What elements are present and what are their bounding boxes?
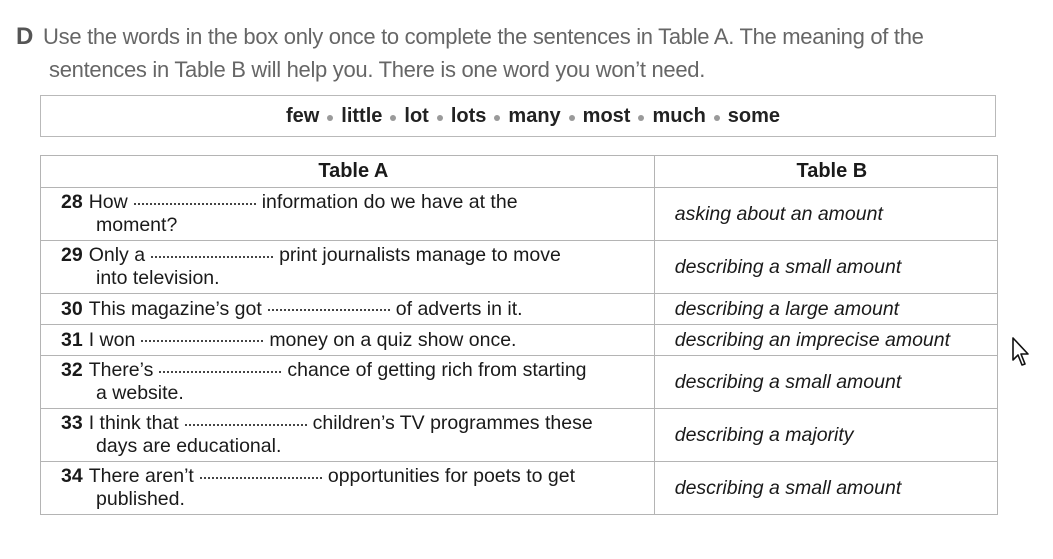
sentence-end: of adverts in it. xyxy=(395,297,523,320)
sentence-end: chance of getting rich from starting xyxy=(287,359,587,381)
bullet-separator xyxy=(714,115,720,121)
word-item: few xyxy=(285,104,320,127)
sentence-cell xyxy=(41,325,655,356)
bullet-separator xyxy=(327,115,333,121)
sentence-cell xyxy=(41,294,655,325)
sentence-cell xyxy=(41,409,655,462)
table-row xyxy=(41,241,998,294)
word-item: lots xyxy=(450,104,487,127)
sentence-start: I won xyxy=(88,328,136,351)
word-item: some xyxy=(727,104,781,127)
answer-blank[interactable] xyxy=(151,252,273,258)
table-b-header: Table B xyxy=(654,156,997,188)
sentence-start: Only a xyxy=(88,244,146,266)
word-item: many xyxy=(508,104,561,127)
sentence-start: This magazine’s got xyxy=(88,297,262,320)
sentence-start: How xyxy=(88,191,128,213)
sentence-continuation: moment? xyxy=(96,214,178,236)
mouse-pointer-icon xyxy=(1011,336,1033,368)
sentence-continuation: days are educational. xyxy=(96,435,282,457)
table-row xyxy=(41,294,998,325)
item-number: 32 xyxy=(61,359,83,381)
sentence-cell xyxy=(41,462,655,515)
item-number: 30 xyxy=(61,297,83,320)
meaning-cell: describing a large amount xyxy=(654,294,997,325)
meaning-cell: describing a small amount xyxy=(654,356,997,409)
exercise-table xyxy=(40,155,998,515)
sentence-cell xyxy=(41,241,655,294)
meaning-cell: asking about an amount xyxy=(654,188,997,241)
sentence-cell xyxy=(41,356,655,409)
sentence-start: There aren’t xyxy=(88,465,194,487)
bullet-separator xyxy=(638,115,644,121)
word-item: lot xyxy=(404,104,429,127)
table-header-row xyxy=(41,156,998,188)
answer-blank[interactable] xyxy=(159,367,281,373)
instruction-line-1 xyxy=(16,20,996,53)
sentence-continuation: into television. xyxy=(96,267,220,289)
meaning-cell: describing a small amount xyxy=(654,241,997,294)
meaning-cell: describing an imprecise amount xyxy=(654,325,997,356)
instructions xyxy=(16,20,996,86)
meaning-cell: describing a small amount xyxy=(654,462,997,515)
word-item: little xyxy=(341,104,383,127)
instruction-line-2: sentences in Table B will help you. There is one word you won’t need. xyxy=(49,57,706,82)
sentence-end: money on a quiz show once. xyxy=(269,328,517,351)
answer-blank[interactable] xyxy=(141,336,263,342)
table-row xyxy=(41,462,998,515)
instruction-text-1: Use the words in the box only once to complete the sentences in Table A. The meaning of the xyxy=(43,24,924,49)
sentence-cell xyxy=(41,188,655,241)
table-row xyxy=(41,188,998,241)
bullet-separator xyxy=(494,115,500,121)
item-number: 28 xyxy=(61,191,83,213)
table-a-header: Table A xyxy=(41,156,655,188)
sentence-end: information do we have at the xyxy=(261,191,518,213)
sentence-end: children’s TV programmes these xyxy=(312,412,593,434)
word-box xyxy=(40,95,996,137)
answer-blank[interactable] xyxy=(134,199,256,205)
meaning-cell: describing a majority xyxy=(654,409,997,462)
table-row xyxy=(41,409,998,462)
table-row xyxy=(41,325,998,356)
bullet-separator xyxy=(390,115,396,121)
corner-decoration xyxy=(0,0,22,11)
sentence-end: print journalists manage to move xyxy=(279,244,561,266)
word-item: much xyxy=(652,104,706,127)
item-number: 34 xyxy=(61,465,83,487)
answer-blank[interactable] xyxy=(268,305,390,311)
table-row xyxy=(41,356,998,409)
sentence-end: opportunities for poets to get xyxy=(327,465,576,487)
item-number: 33 xyxy=(61,412,83,434)
word-item: most xyxy=(582,104,631,127)
exercise-letter: D xyxy=(16,23,34,50)
item-number: 29 xyxy=(61,244,83,266)
sentence-start: There’s xyxy=(88,359,154,381)
item-number: 31 xyxy=(61,328,83,351)
answer-blank[interactable] xyxy=(185,420,307,426)
bullet-separator xyxy=(569,115,575,121)
answer-blank[interactable] xyxy=(200,473,322,479)
sentence-start: I think that xyxy=(88,412,179,434)
sentence-continuation: published. xyxy=(96,488,185,510)
bullet-separator xyxy=(437,115,443,121)
sentence-continuation: a website. xyxy=(96,382,184,404)
